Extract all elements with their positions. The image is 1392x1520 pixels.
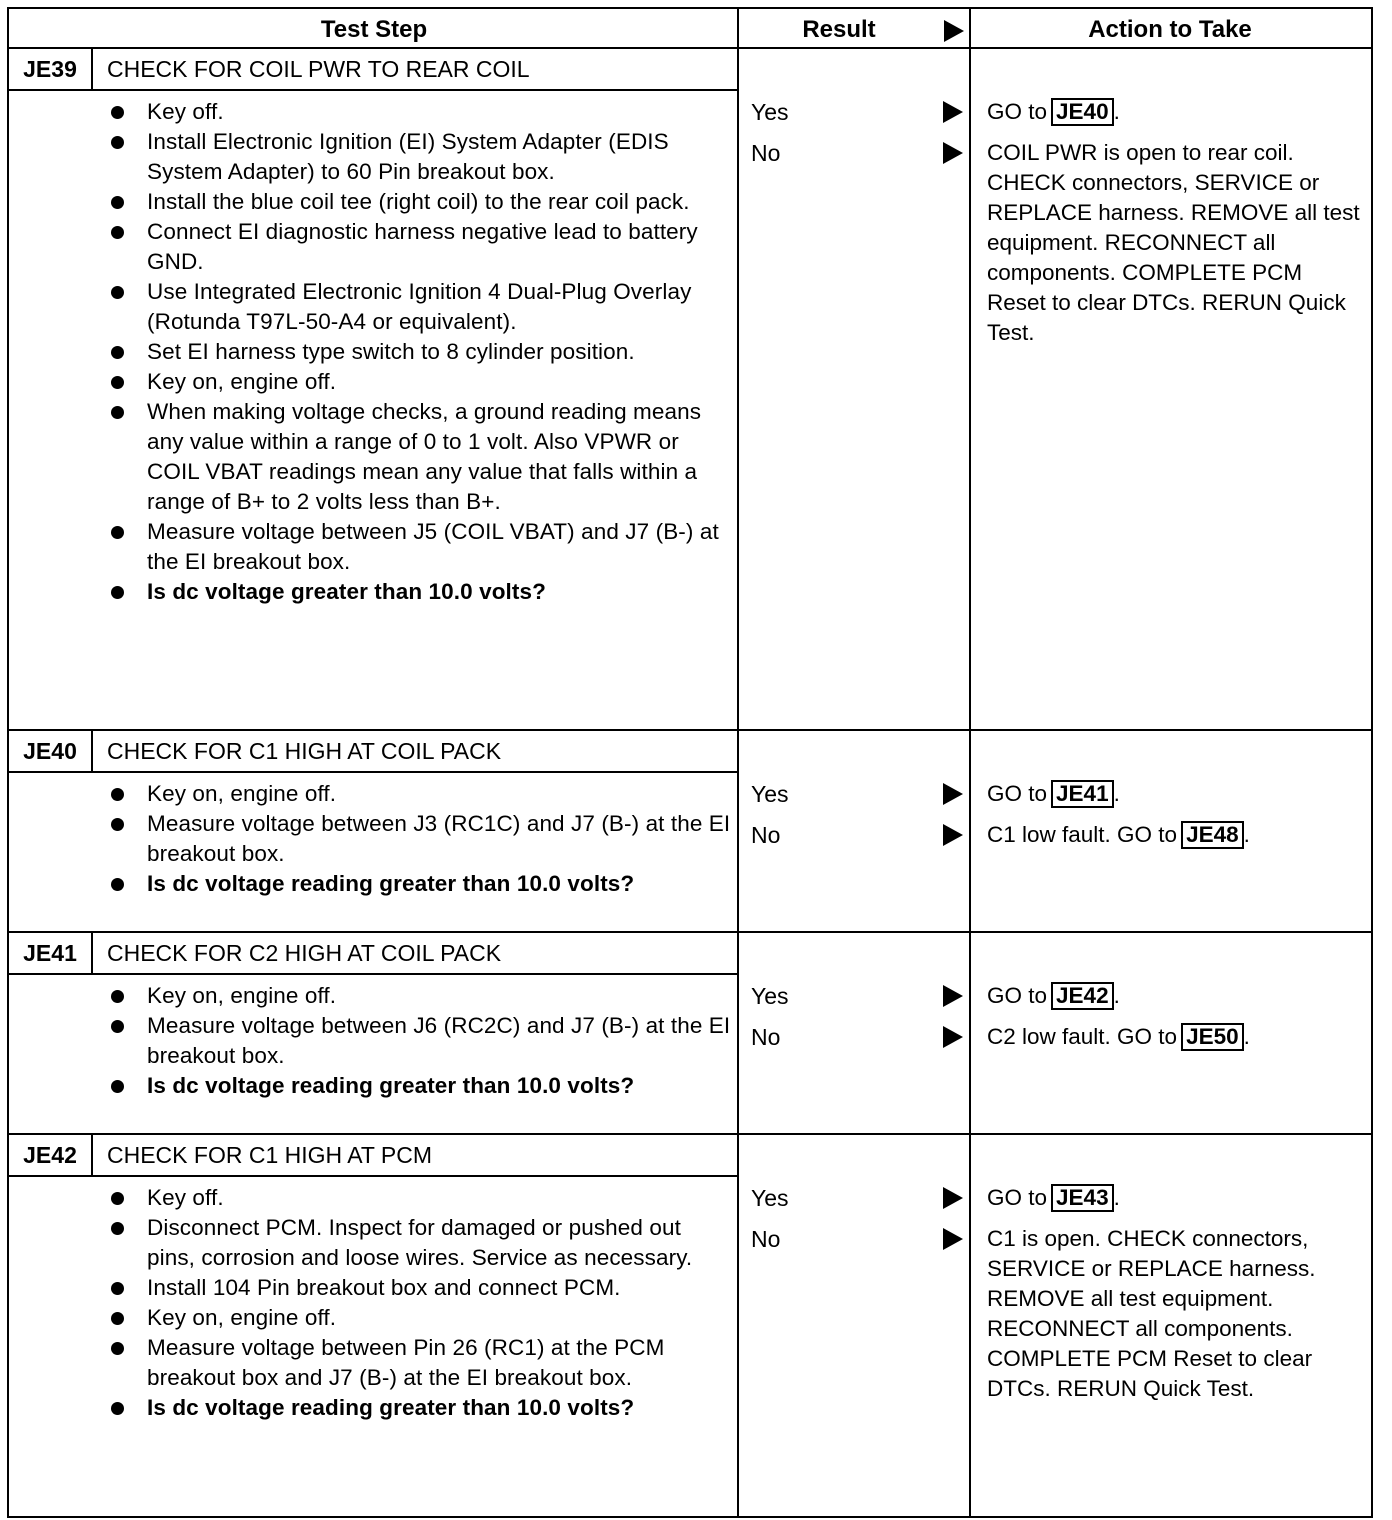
bullet-icon xyxy=(111,1020,124,1033)
step-title: CHECK FOR C2 HIGH AT COIL PACK xyxy=(107,940,502,966)
list-item: Disconnect PCM. Inspect for damaged or pushed out pins, corrosion and loose wires. Service as necessary. xyxy=(101,1213,731,1273)
bullet-icon xyxy=(111,878,124,891)
result-column xyxy=(751,1183,971,1265)
step-id: JE39 xyxy=(9,49,93,89)
list-item: Install the blue coil tee (right coil) to the rear coil pack. xyxy=(101,187,731,217)
column-divider xyxy=(737,9,739,1516)
step-title: CHECK FOR C1 HIGH AT COIL PACK xyxy=(107,738,502,764)
list-item: Measure voltage between J5 (COIL VBAT) and J7 (B-) at the EI breakout box. xyxy=(101,517,731,577)
bullet-icon xyxy=(111,1192,124,1205)
step-bullet-list xyxy=(101,981,731,1101)
bullet-icon xyxy=(111,526,124,539)
result-no: No xyxy=(751,140,781,166)
step-bullet-list xyxy=(101,97,731,607)
result-column xyxy=(751,981,971,1063)
title-divider xyxy=(9,771,739,773)
step-reference-link[interactable]: JE41 xyxy=(1051,780,1114,808)
action-no: C2 low fault. GO to xyxy=(987,1024,1178,1049)
list-item: Measure voltage between Pin 26 (RC1) at the PCM breakout box and J7 (B-) at the EI breakout box. xyxy=(101,1333,731,1393)
step-reference-link[interactable]: JE43 xyxy=(1051,1184,1114,1212)
result-column xyxy=(751,97,971,179)
title-divider xyxy=(9,973,739,975)
bullet-icon xyxy=(111,1342,124,1355)
action-yes: GO to xyxy=(987,1185,1048,1210)
arrow-right-icon xyxy=(943,985,963,1007)
title-divider xyxy=(9,1175,739,1177)
step-reference-link[interactable]: JE40 xyxy=(1051,98,1114,126)
step-id: JE41 xyxy=(9,933,93,973)
bullet-icon xyxy=(111,286,124,299)
result-column xyxy=(751,779,971,861)
header-result: Result xyxy=(802,16,876,43)
arrow-right-icon xyxy=(943,1187,963,1209)
step-reference-link[interactable]: JE50 xyxy=(1181,1023,1244,1051)
list-item: Use Integrated Electronic Ignition 4 Dual-Plug Overlay (Rotunda T97L-50-A4 or equivalent). xyxy=(101,277,731,337)
list-item: Key on, engine off. xyxy=(101,367,731,397)
bullet-icon xyxy=(111,1222,124,1235)
list-item: Measure voltage between J6 (RC2C) and J7 (B-) at the EI breakout box. xyxy=(101,1011,731,1071)
list-item: Key off. xyxy=(101,1183,731,1213)
bullet-icon xyxy=(111,1080,124,1093)
bullet-icon xyxy=(111,788,124,801)
action-yes: GO to xyxy=(987,99,1048,124)
action-no: C1 low fault. GO to xyxy=(987,822,1178,847)
list-item: Key on, engine off. xyxy=(101,779,731,809)
bullet-icon xyxy=(111,818,124,831)
bullet-icon xyxy=(111,346,124,359)
arrow-right-icon xyxy=(943,824,963,846)
action-column: GO to JE43 . C1 is open. CHECK connectors, SERVICE or REPLACE harness. REMOVE all test equipment. RECONNECT all components. COMPLETE PCM Reset to clear DTCs. RERUN Quick Test. xyxy=(987,1185,1316,1401)
list-item: Install Electronic Ignition (EI) System Adapter (EDIS System Adapter) to 60 Pin breakout box. xyxy=(101,127,731,187)
bullet-icon xyxy=(111,1312,124,1325)
bullet-icon xyxy=(111,990,124,1003)
arrow-right-icon xyxy=(943,142,963,164)
list-item: When making voltage checks, a ground reading means any value within a range of 0 to 1 volt. Also VPWR or COIL VBAT readings mean any value that falls within a range of B+ to 2 volts less than B+. xyxy=(101,397,731,517)
action-yes: GO to xyxy=(987,983,1048,1008)
action-column: GO to JE40 . COIL PWR is open to rear coil. CHECK connectors, SERVICE or REPLACE harness. REMOVE all test equipment. RECONNECT all components. COMPLETE PCM Reset to clear DTCs. RERUN Quick Test. xyxy=(987,99,1360,345)
arrow-right-icon xyxy=(943,101,963,123)
bullet-icon xyxy=(111,196,124,209)
result-no: No xyxy=(751,1226,781,1252)
header-action: Action to Take xyxy=(1088,16,1252,43)
result-yes: Yes xyxy=(751,781,789,807)
step-title: CHECK FOR COIL PWR TO REAR COIL xyxy=(107,56,530,82)
result-yes: Yes xyxy=(751,983,789,1009)
list-item: Measure voltage between J3 (RC1C) and J7 (B-) at the EI breakout box. xyxy=(101,809,731,869)
column-divider xyxy=(969,9,971,1516)
header-arrow-icon xyxy=(944,20,964,42)
result-no: No xyxy=(751,1024,781,1050)
list-item: Key on, engine off. xyxy=(101,981,731,1011)
result-yes: Yes xyxy=(751,99,789,125)
list-item: Install 104 Pin breakout box and connect PCM. xyxy=(101,1273,731,1303)
action-yes: GO to xyxy=(987,781,1048,806)
arrow-right-icon xyxy=(943,1026,963,1048)
action-column: GO to JE42 . C2 low fault. GO to JE50 . xyxy=(987,983,1250,1049)
list-item-question: Is dc voltage reading greater than 10.0 volts? xyxy=(101,1071,731,1101)
action-column: GO to JE41 . C1 low fault. GO to JE48 . xyxy=(987,781,1250,847)
step-id: JE42 xyxy=(9,1135,93,1175)
result-no: No xyxy=(751,822,781,848)
bullet-icon xyxy=(111,376,124,389)
list-item-question: Is dc voltage greater than 10.0 volts? xyxy=(101,577,731,607)
action-no: COIL PWR is open to rear coil. CHECK connectors, SERVICE or REPLACE harness. REMOVE all test equipment. RECONNECT all components. COMPLETE PCM Reset to clear DTCs. RERUN Quick Test. xyxy=(987,140,1360,345)
arrow-right-icon xyxy=(943,783,963,805)
list-item-question: Is dc voltage reading greater than 10.0 volts? xyxy=(101,869,731,899)
step-reference-link[interactable]: JE42 xyxy=(1051,982,1114,1010)
step-reference-link[interactable]: JE48 xyxy=(1181,821,1244,849)
list-item: Key off. xyxy=(101,97,731,127)
bullet-icon xyxy=(111,106,124,119)
list-item: Key on, engine off. xyxy=(101,1303,731,1333)
header-test-step: Test Step xyxy=(320,16,428,43)
list-item-question: Is dc voltage reading greater than 10.0 volts? xyxy=(101,1393,731,1423)
arrow-right-icon xyxy=(943,1228,963,1250)
bullet-icon xyxy=(111,586,124,599)
action-no: C1 is open. CHECK connectors, SERVICE or REPLACE harness. REMOVE all test equipment. RECONNECT all components. COMPLETE PCM Reset to clear DTCs. RERUN Quick Test. xyxy=(987,1226,1316,1401)
bullet-icon xyxy=(111,406,124,419)
step-bullet-list xyxy=(101,1183,731,1423)
diagnostic-table xyxy=(7,7,1373,1518)
bullet-icon xyxy=(111,226,124,239)
step-id: JE40 xyxy=(9,731,93,771)
bullet-icon xyxy=(111,1282,124,1295)
list-item: Connect EI diagnostic harness negative lead to battery GND. xyxy=(101,217,731,277)
step-bullet-list xyxy=(101,779,731,899)
step-title: CHECK FOR C1 HIGH AT PCM xyxy=(107,1142,433,1168)
bullet-icon xyxy=(111,1402,124,1415)
title-divider xyxy=(9,89,739,91)
result-yes: Yes xyxy=(751,1185,789,1211)
bullet-icon xyxy=(111,136,124,149)
list-item: Set EI harness type switch to 8 cylinder position. xyxy=(101,337,731,367)
